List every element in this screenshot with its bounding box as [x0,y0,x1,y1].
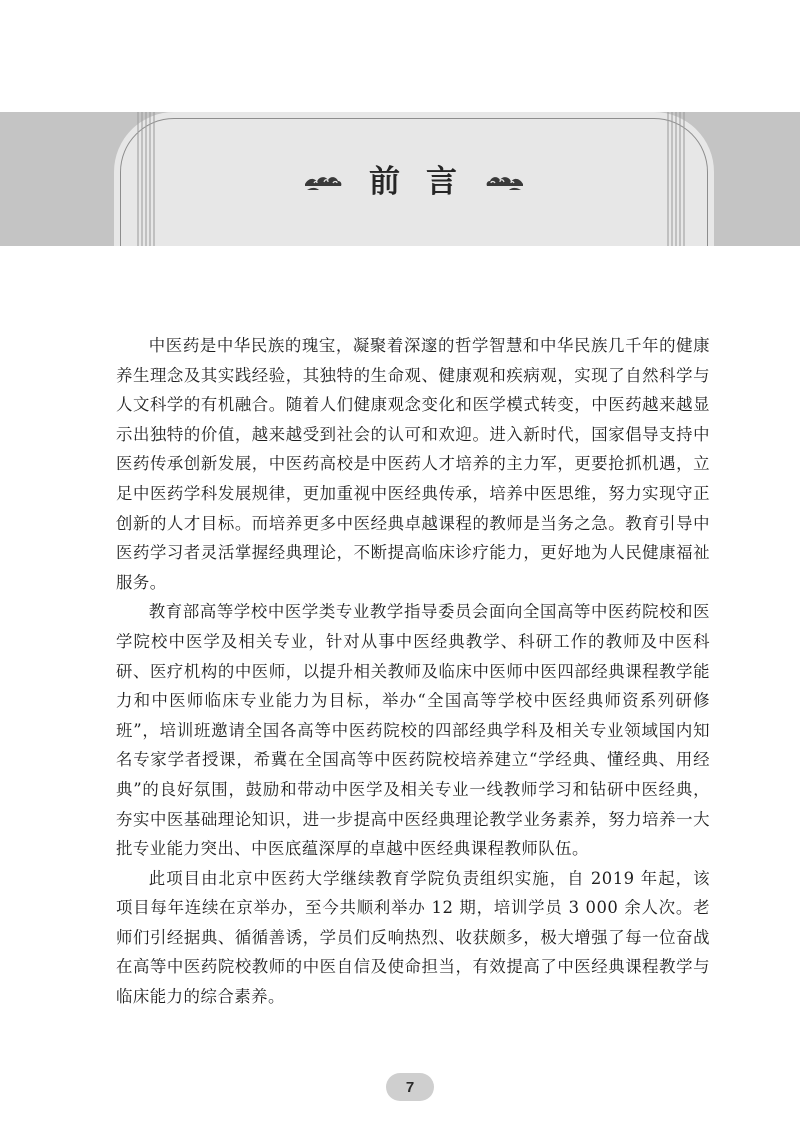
paragraph-3: 此项目由北京中医药大学继续教育学院负责组织实施，自 2019 年起，该项目每年连续在京举办，至今共顺利举办 12 期，培训学员 3 000 余人次。老师们引经据典、循循善诱，学员们反响热烈、收获颇多，极大增强了每一位奋战在高等中医药院校教师的中医自信及使命担当，有效提高了中医经典课程教学与临床能力的综合素养。 [116,868,710,1007]
auspicious-cloud-icon [485,171,525,193]
page-number: 7 [405,1078,415,1096]
paragraph-1: 中医药是中华民族的瑰宝，凝聚着深邃的哲学智慧和中华民族几千年的健康养生理念及其实践经验，其独特的生命观、健康观和疾病观，实现了自然科学与人文科学的有机融合。随着人们健康观念变化和医学模式转变，中医药越来越显示出独特的价值，越来越受到社会的认可和欢迎。进入新时代，国家倡导支持中医药传承创新发展，中医药高校是中医药人才培养的主力军，更要抢抓机遇，立足中医药学科发展规律，更加重视中医经典传承，培养中医思维，努力实现守正创新的人才目标。而培养更多中医经典卓越课程的教师是当务之急。教育引导中医药学习者灵活掌握经典理论，不断提高临床诊疗能力，更好地为人民健康福祉服务。 [116,336,710,592]
paragraph-2: 教育部高等学校中医学类专业教学指导委员会面向全国高等中医药院校和医学院校中医学及相关专业，针对从事中医经典教学、科研工作的教师及中医科研、医疗机构的中医师，以提升相关教师及临床中医师中医四部经典课程教学能力和中医师临床专业能力为目标，举办“全国高等学校中医经典师资系列研修班”，培训班邀请全国各高等中医药院校的四部经典学科及相关专业领域国内知名专家学者授课，希冀在全国高等中医药院校培养建立“学经典、懂经典、用经典”的良好氛围，鼓励和带动中医学及相关专业一线教师学习和钻研中医经典，夯实中医基础理论知识，进一步提高中医经典理论教学业务素养，努力培养一大批专业能力突出、中医底蕴深厚的卓越中医经典课程教师队伍。 [116,602,710,859]
page-title: 前言 [369,164,483,200]
page-number-badge [386,1073,434,1101]
title-row [114,160,714,204]
auspicious-cloud-icon [303,171,343,193]
preface-body [116,331,710,1012]
